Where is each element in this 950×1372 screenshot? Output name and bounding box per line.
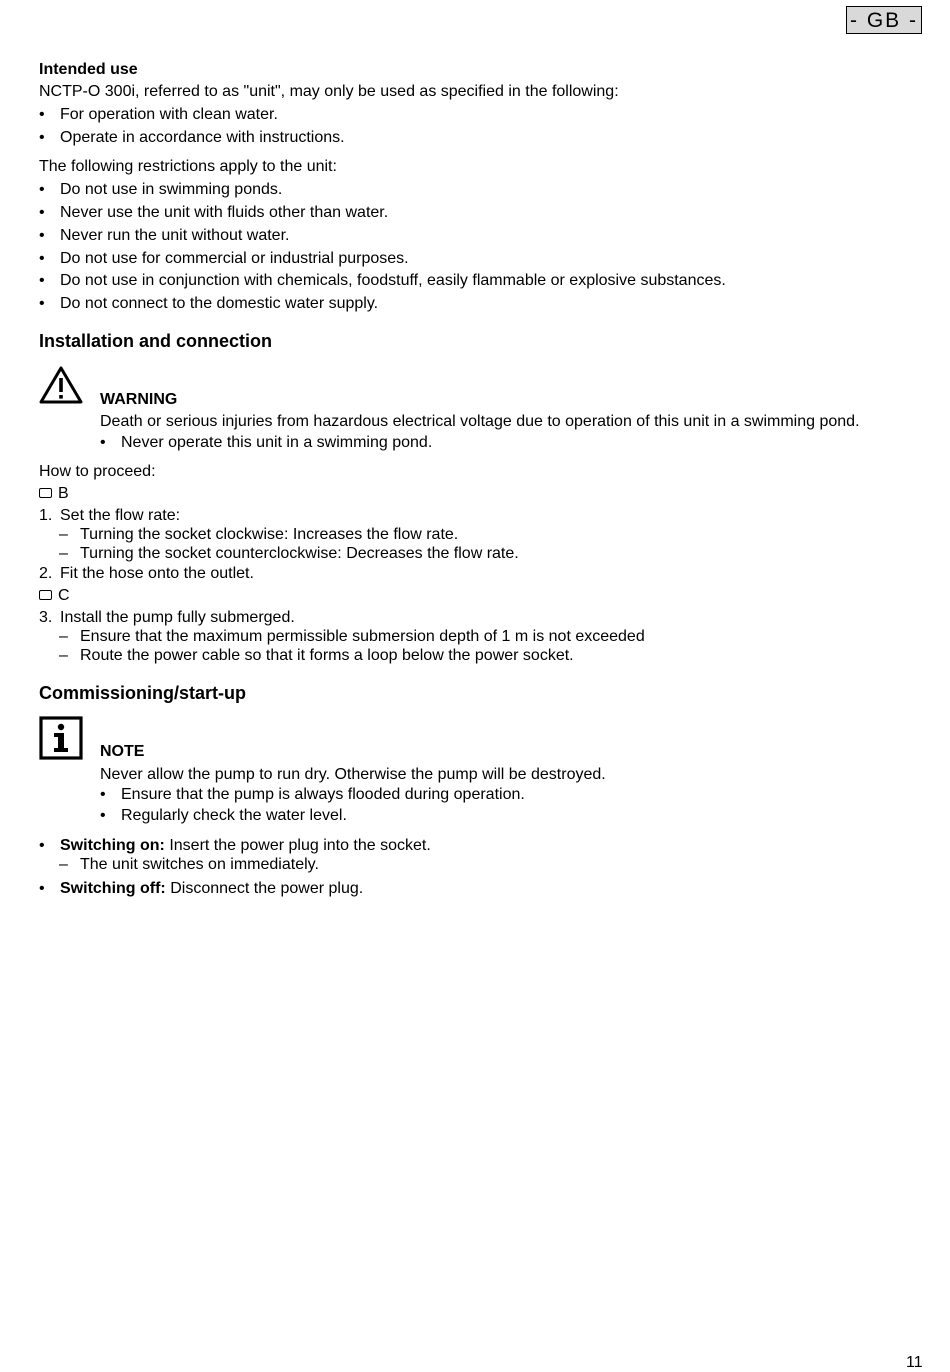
list-item: Operate in accordance with instructions. xyxy=(60,129,345,146)
dash-marker: – xyxy=(59,856,68,873)
bullet-dot: • xyxy=(100,434,106,451)
intended-use-heading: Intended use xyxy=(39,61,138,78)
switching-on-text: Insert the power plug into the socket. xyxy=(164,837,431,854)
list-item: Never use the unit with fluids other than water. xyxy=(60,204,389,221)
sub-step: Turning the socket clockwise: Increases the flow rate. xyxy=(80,526,459,543)
step-text: Install the pump fully submerged. xyxy=(60,609,295,626)
bullet-dot: • xyxy=(39,295,45,312)
intended-use-intro: NCTP-O 300i, referred to as "unit", may only be used as specified in the following: xyxy=(39,83,619,100)
bullet-dot: • xyxy=(100,807,106,824)
bullet-dot: • xyxy=(39,250,45,267)
bullet-dot: • xyxy=(39,129,45,146)
sub-step: Turning the socket counterclockwise: Decreases the flow rate. xyxy=(80,545,519,562)
note-text: Never allow the pump to run dry. Otherwise the pump will be destroyed. xyxy=(100,766,606,783)
switching-on-label: Switching on: xyxy=(60,837,165,854)
note-bullet: Regularly check the water level. xyxy=(121,807,347,824)
switching-off-text: Disconnect the power plug. xyxy=(165,880,364,897)
bullet-dot: • xyxy=(39,880,45,897)
warning-title: WARNING xyxy=(100,391,178,408)
list-item: For operation with clean water. xyxy=(60,106,278,123)
step-number: 1. xyxy=(39,507,53,524)
switching-off-item xyxy=(60,880,363,898)
dash-marker: – xyxy=(59,628,68,645)
dash-marker: – xyxy=(59,545,68,562)
warning-triangle-icon xyxy=(39,365,83,405)
list-item: Never run the unit without water. xyxy=(60,227,290,244)
note-bullet: Ensure that the pump is always flooded during operation. xyxy=(121,786,525,803)
note-title: NOTE xyxy=(100,743,145,760)
warning-bullet: Never operate this unit in a swimming pond. xyxy=(121,434,433,451)
commissioning-heading: Commissioning/start-up xyxy=(39,683,247,703)
bullet-dot: • xyxy=(39,106,45,123)
list-item: Do not use in conjunction with chemicals, foodstuff, easily flammable or explosive substances. xyxy=(60,272,726,289)
step-number: 3. xyxy=(39,609,53,626)
page-number: 11 xyxy=(906,1354,923,1371)
bullet-dot: • xyxy=(39,181,45,198)
bullet-dot: • xyxy=(39,204,45,221)
dash-marker: – xyxy=(59,526,68,543)
figure-reference-b: B xyxy=(39,485,69,503)
sub-step: The unit switches on immediately. xyxy=(80,856,319,873)
bullet-dot: • xyxy=(39,272,45,289)
step-number: 2. xyxy=(39,565,53,582)
language-badge: - GB - xyxy=(846,6,922,34)
list-item: Do not connect to the domestic water supply. xyxy=(60,295,379,312)
sub-step: Route the power cable so that it forms a loop below the power socket. xyxy=(80,647,574,664)
switching-on-item xyxy=(60,837,431,855)
list-item: Do not use in swimming ponds. xyxy=(60,181,283,198)
dash-marker: – xyxy=(59,647,68,664)
restrictions-intro: The following restrictions apply to the unit: xyxy=(39,158,337,175)
bullet-dot: • xyxy=(39,837,45,854)
step-text: Fit the hose onto the outlet. xyxy=(60,565,254,582)
sub-step: Ensure that the maximum permissible submersion depth of 1 m is not exceeded xyxy=(80,628,645,645)
warning-text: Death or serious injuries from hazardous electrical voltage due to operation of this unit in a swimming pond. xyxy=(100,413,860,430)
bullet-dot: • xyxy=(39,227,45,244)
info-icon xyxy=(39,716,83,760)
figure-box-icon xyxy=(39,590,52,600)
switching-off-label: Switching off: xyxy=(60,880,166,897)
installation-heading: Installation and connection xyxy=(39,331,273,351)
figure-box-icon xyxy=(39,488,52,498)
list-item: Do not use for commercial or industrial purposes. xyxy=(60,250,409,267)
how-to-proceed: How to proceed: xyxy=(39,463,156,480)
bullet-dot: • xyxy=(100,786,106,803)
step-text: Set the flow rate: xyxy=(60,507,181,524)
figure-reference-c: C xyxy=(39,587,70,605)
